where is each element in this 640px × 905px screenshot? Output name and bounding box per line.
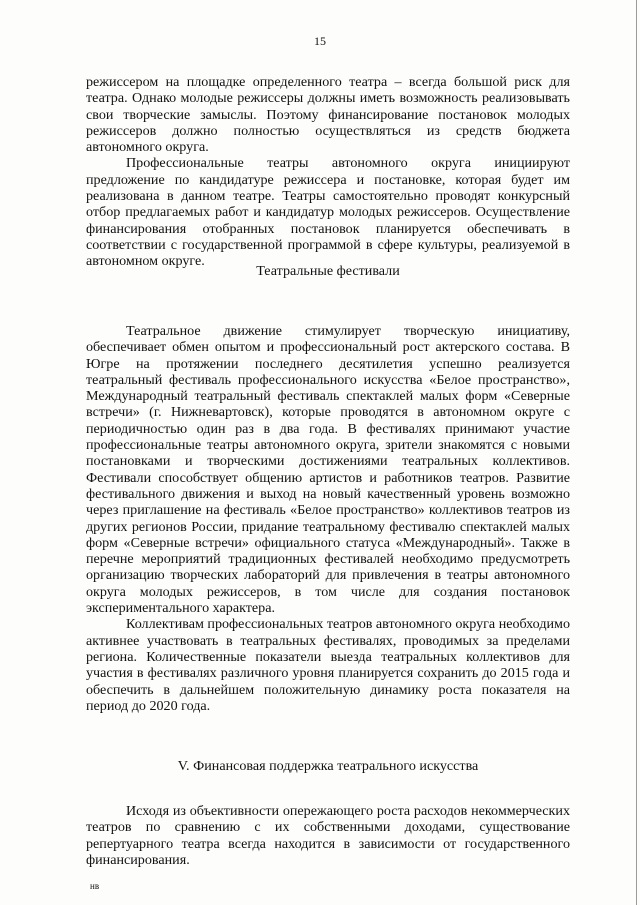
page-number: 15 [314,34,326,48]
body-text-block-3 [86,803,570,868]
section-heading-festivals: Театральные фестивали [256,263,400,279]
paragraph: Коллективам профессиональных театров автономного округа необходимо активнее участвовать в театральных фестивалях, проводимых за пределами региона. Количественные показатели выезда театральных коллективов для участия в фестивалях различного уровня планируется сохранить до 2015 года и обеспечить в дальнейшем положительную динамику роста показателя на период до 2020 года. [86,616,571,714]
paragraph: Театральное движение стимулирует творческую инициативу, обеспечивает обмен опытом и профессиональный рост актерского состава. В Югре на протяжении последнего десятилетия успешно реализуется театральный фестиваль профессионального искусства «Белое пространство», Международный театральный фестиваль спектаклей малых форм «Северные встречи» (г. Нижневартовск), которые проводятся в автономном округе с периодичностью один раз в два года. В фестивалях принимают участие профессиональные театры автономного округа, зрители знакомятся с новыми постановками и творческими достижениями театральных коллективов. Фестивали способствует общению артистов и работников театров. Развитие фестивального движения и выход на новый качественный уровень возможно через приглашение на фестиваль «Белое пространство» коллективов театров из других регионов России, придание театральному фестивалю спектаклей малых форм «Северные встречи» официального статуса «Международный». Также в перечне мероприятий традиционных фестивалей необходимо предусмотреть организацию творческих лабораторий для привлечения в театры автономного округа молодых режиссеров, в том числе для создания постановок экспериментального характера. [86,323,570,617]
body-text-block-1 [86,74,570,270]
body-text-block-2 [86,323,570,714]
scan-edge [636,0,637,905]
paragraph: режиссером на площадке определенного театра – всегда большой риск для театра. Однако молодые режиссеры должны иметь возможность реализовывать свои творческие замыслы. Поэтому финансирование постановок молодых режиссеров должно полностью осуществляться из средств бюджета автономного округа. [86,74,570,156]
footer-code: нв [90,881,100,891]
paragraph: Исходя из объективности опережающего роста расходов некоммерческих театров по сравнению с их собственными доходами, существование репертуарного театра всегда находится в зависимости от государственного финансирования. [86,803,570,868]
paragraph: Профессиональные театры автономного округа инициируют предложение по кандидатуре режиссера и постановке, которая будет им реализована в данном театре. Театры самостоятельно проводят конкурсный отбор предлагаемых работ и кандидатур молодых режиссеров. Осуществление финансирования отобранных постановок планируется обеспечивать в соответствии с государственной программой в сфере культуры, реализуемой в автономном округе. [86,155,570,270]
section-heading-finance: V. Финансовая поддержка театрального искусства [177,758,479,774]
